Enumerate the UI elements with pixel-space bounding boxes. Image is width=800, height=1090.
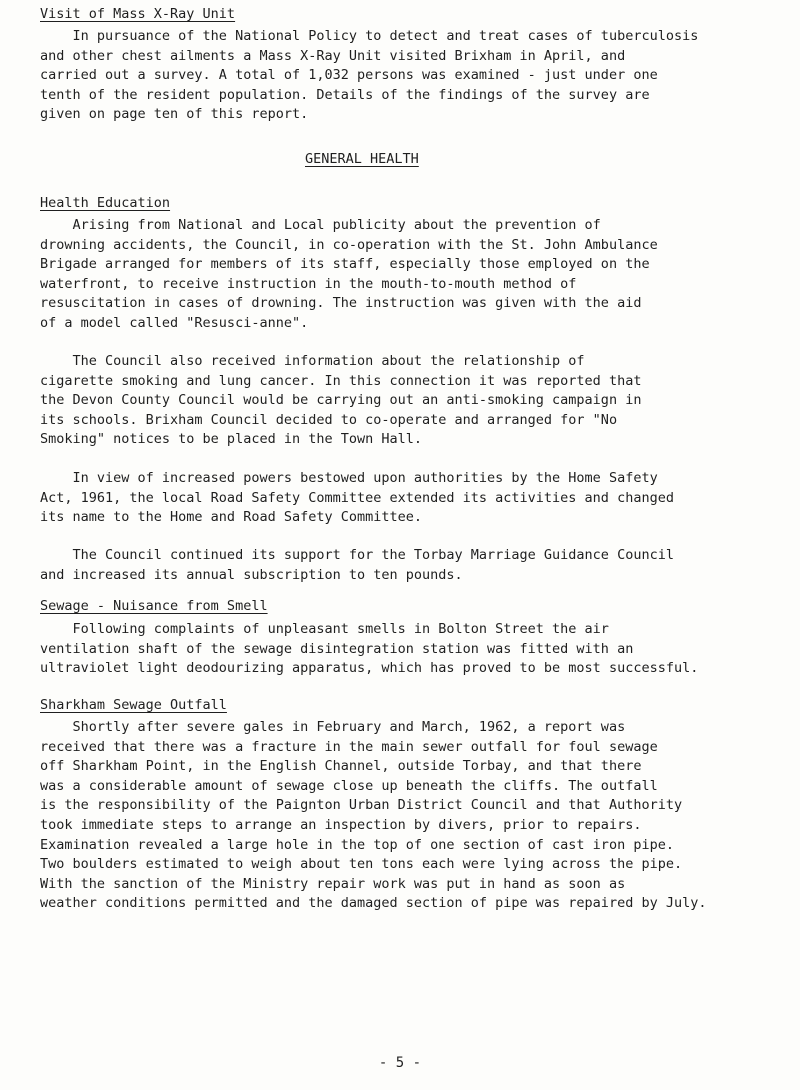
paragraph-marriage-guidance [40, 546, 674, 585]
page-number: - 5 - [378, 1055, 422, 1071]
text-line: and other chest ailments a Mass X-Ray Unit visited Brixham in April, and [40, 47, 626, 64]
text-line: Act, 1961, the local Road Safety Committee extended its activities and changed [40, 489, 674, 506]
text-line: its name to the Home and Road Safety Committee. [40, 509, 423, 526]
text-line: In pursuance of the National Policy to detect and treat cases of tuberculosis [40, 28, 699, 44]
text-line: and increased its annual subscription to ten pounds. [40, 566, 463, 583]
paragraph-sewage-smell [40, 620, 698, 679]
text-line: Two boulders estimated to weigh about ten tons each were lying across the pipe. [40, 856, 683, 873]
text-line: of a model called "Resusci-anne". [40, 314, 309, 331]
heading-sharkham-outfall: Sharkham Sewage Outfall [40, 697, 227, 713]
text-line: received that there was a fracture in the main sewer outfall for foul sewage [40, 738, 658, 755]
text-line: was a considerable amount of sewage close up beneath the cliffs. The outfall [40, 777, 658, 794]
text-line: tenth of the resident population. Details of the findings of the survey are [40, 86, 650, 103]
text-line: is the responsibility of the Paignton Urban District Council and that Authority [40, 797, 683, 814]
text-line: carried out a survey. A total of 1,032 persons was examined - just under one [40, 67, 658, 84]
text-line: ventilation shaft of the sewage disintegration station was fitted with an [40, 640, 634, 657]
text-line: With the sanction of the Ministry repair work was put in hand as soon as [40, 875, 626, 892]
paragraph-mass-xray [40, 27, 698, 125]
heading-health-education: Health Education [40, 195, 171, 211]
paragraph-drowning-prevention [40, 216, 658, 334]
heading-sewage-smell: Sewage - Nuisance from Smell [40, 598, 268, 614]
text-line: waterfront, to receive instruction in the mouth-to-mouth method of [40, 275, 577, 292]
heading-mass-xray-visit: Visit of Mass X-Ray Unit [40, 6, 236, 22]
text-line: off Sharkham Point, in the English Channel, outside Torbay, and that there [40, 758, 642, 775]
text-line: Examination revealed a large hole in the top of one section of cast iron pipe. [40, 836, 674, 853]
text-line: Smoking" notices to be placed in the Town Hall. [40, 431, 423, 448]
text-line: drowning accidents, the Council, in co-operation with the St. John Ambulance [40, 236, 658, 253]
text-line: In view of increased powers bestowed upon authorities by the Home Safety [40, 470, 658, 486]
paragraph-smoking-lung-cancer [40, 352, 641, 450]
heading-general-health: GENERAL HEALTH [305, 151, 419, 167]
paragraph-sharkham-outfall [40, 718, 706, 914]
text-line: Brigade arranged for members of its staff, especially those employed on the [40, 256, 650, 273]
text-line: took immediate steps to arrange an inspection by divers, prior to repairs. [40, 816, 642, 833]
text-line: the Devon County Council would be carrying out an anti-smoking campaign in [40, 392, 642, 409]
paragraph-home-safety-act [40, 469, 674, 528]
text-line: The Council also received information about the relationship of [40, 353, 585, 369]
text-line: The Council continued its support for the Torbay Marriage Guidance Council [40, 547, 674, 563]
text-line: given on page ten of this report. [40, 106, 309, 123]
text-line: Shortly after severe gales in February and March, 1962, a report was [40, 719, 626, 735]
text-line: Following complaints of unpleasant smells in Bolton Street the air [40, 621, 609, 637]
text-line: weather conditions permitted and the damaged section of pipe was repaired by July. [40, 895, 707, 912]
text-line: cigarette smoking and lung cancer. In this connection it was reported that [40, 372, 642, 389]
text-line: its schools. Brixham Council decided to co-operate and arranged for "No [40, 411, 618, 428]
text-line: Arising from National and Local publicity about the prevention of [40, 217, 601, 233]
text-line: ultraviolet light deodourizing apparatus, which has proved to be most successful. [40, 660, 699, 677]
text-line: resuscitation in cases of drowning. The instruction was given with the aid [40, 295, 642, 312]
